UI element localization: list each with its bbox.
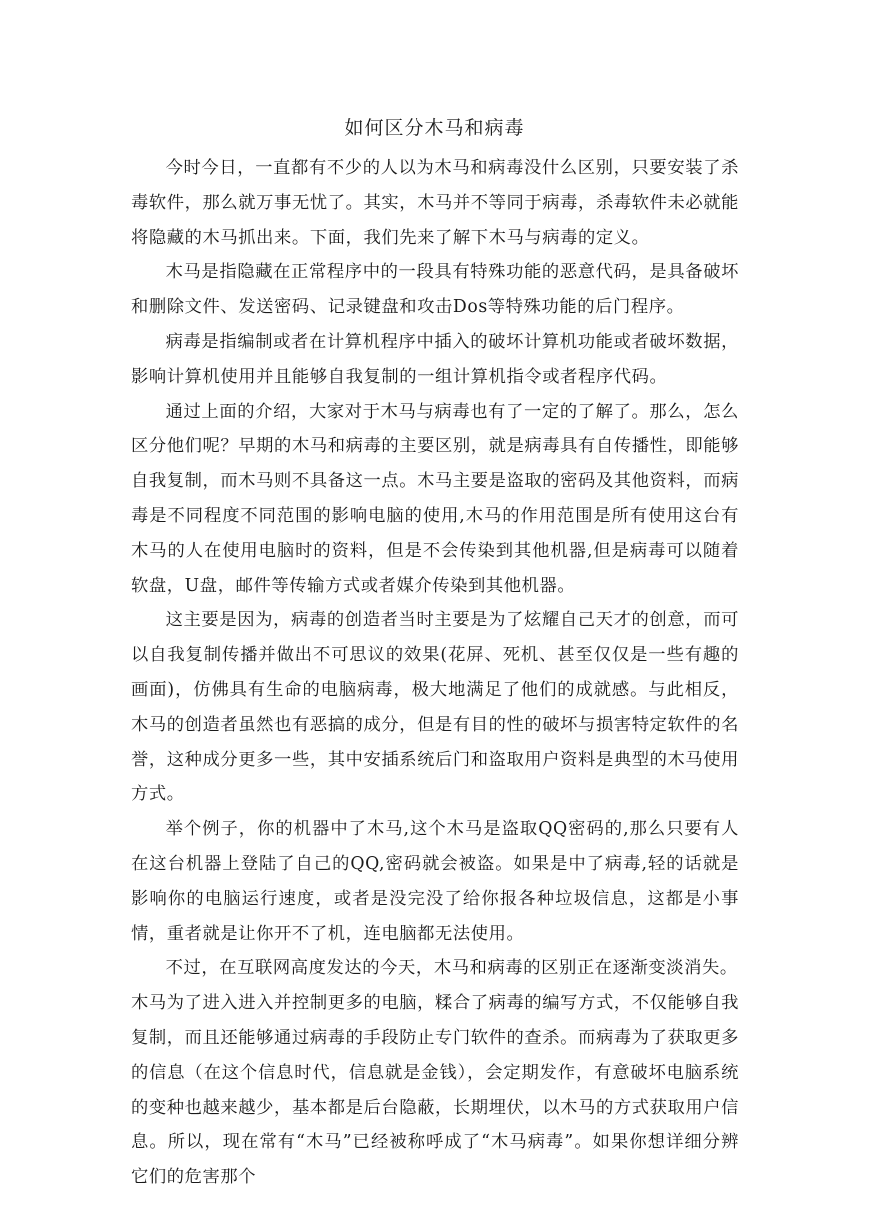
page-title: 如何区分木马和病毒: [344, 117, 525, 139]
paragraph-differences: 通过上面的介绍，大家对于木马与病毒也有了一定的了解了。那么，怎么区分他们呢？早期的木马和病毒的主要区别，就是病毒具有自传播性，即能够自我复制，而木马则不具备这一点。木马主要是盗取的密码及其他资料，而病毒是不同程度不同范围的影响电脑的使用,木马的作用范围是所有使用这台有木马的人在使用电脑时的资料，但是不会传染到其他机器,但是病毒可以随着软盘，U盘，邮件等传输方式或者媒介传染到其他机器。: [131, 401, 739, 596]
paragraph-convergence-continued: 木马为了进入进入并控制更多的电脑，糅合了病毒的编写方式，不仅能够自我复制，而且还能够通过病毒的手段防止专门软件的查杀。而病毒为了获取更多的信息（在这个信息时代，信息就是金钱），会定期发作，有意破坏电脑系统的变种也越来越少，基本都是后台隐蔽，长期埋伏，以木马的方式获取用户信息。所以，现在常有“木马”已经被称呼成了“木马病毒”。如果你想详细分辨它们的危害那个: [131, 993, 739, 1188]
paragraph-virus-definition: 病毒是指编制或者在计算机程序中插入的破坏计算机功能或者破坏数据，影响计算机使用并且能够自我复制的一组计算机指令或者程序代码。: [131, 331, 739, 387]
paragraph-intro: 今时今日，一直都有不少的人以为木马和病毒没什么区别，只要安装了杀毒软件，那么就万事无忧了。其实，木马并不等同于病毒，杀毒软件未必就能将隐藏的木马抓出来。下面，我们先来了解下木马与病毒的定义。: [131, 158, 739, 248]
paragraph-trojan-definition: 木马是指隐藏在正常程序中的一段具有特殊功能的恶意代码，是具备破坏和删除文件、发送密码、记录键盘和攻击Dos等特殊功能的后门程序。: [131, 262, 739, 318]
paragraph-convergence: 不过，在互联网高度发达的今天，木马和病毒的区别正在逐渐变淡消失。: [165, 958, 738, 979]
paragraph-reasons: 这主要是因为，病毒的创造者当时主要是为了炫耀自己天才的创意，而可以自我复制传播并做出不可思议的效果(花屏、死机、甚至仅仅是一些有趣的画面)，仿佛具有生命的电脑病毒，极大地满足了他们的成就感。与此相反，木马的创造者虽然也有恶搞的成分，但是有目的性的破坏与损害特定软件的名誉，这种成分更多一些，其中安插系统后门和盗取用户资料是典型的木马使用方式。: [131, 610, 739, 805]
paragraph-example: 举个例子，你的机器中了木马,这个木马是盗取QQ密码的,那么只要有人在这台机器上登陆了自己的QQ,密码就会被盗。如果是中了病毒,轻的话就是影响你的电脑运行速度，或者是没完没了给你报各种垃圾信息，这都是小事情，重者就是让你开不了机，连电脑都无法使用。: [131, 819, 739, 944]
document-body: [131, 151, 739, 1195]
